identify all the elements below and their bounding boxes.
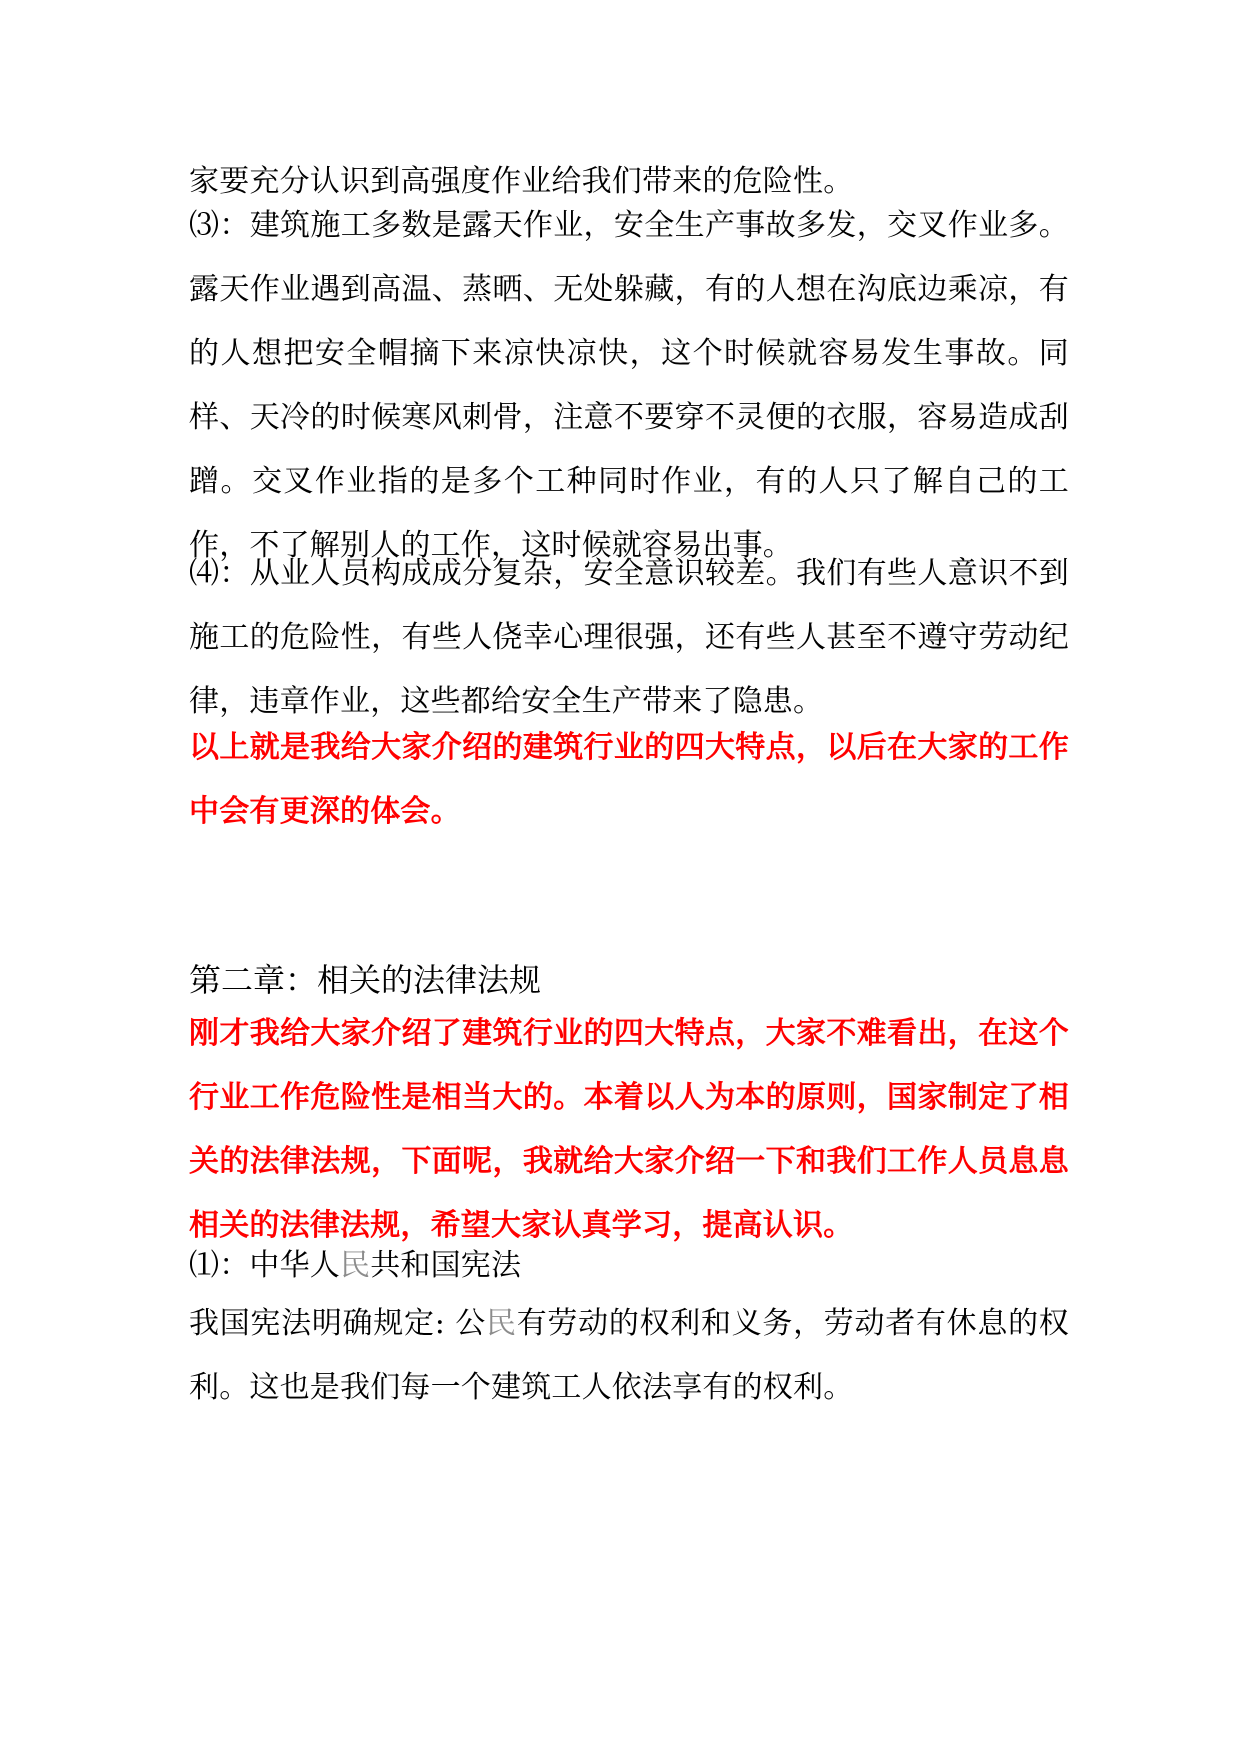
constitution-suffix: 有劳动的权利和义务，劳动者有休息的权利。这也是我们每一个建筑工人依法享有的权利。 bbox=[189, 1306, 1069, 1405]
chapter-title: 第二章：相关的法律法规 bbox=[189, 961, 542, 999]
paragraph-intro-end: 家要充分认识到高强度作业给我们带来的危险性。 bbox=[189, 164, 854, 199]
chapter-intro-highlight: 刚才我给大家介绍了建筑行业的四大特点，大家不难看出，在这个行业工作危险性是相当大的。本着以人为本的原则，国家制定了相关的法律法规，下面呢，我就给大家介绍一下和我们工作人员息息相关的法律法规，希望大家认真学习，提高认识。 bbox=[189, 1016, 1069, 1243]
law-item-1 bbox=[189, 1234, 1069, 1298]
law-item-1-suffix: 共和国宪法 bbox=[370, 1248, 522, 1283]
constitution-dim-char: 民 bbox=[485, 1306, 517, 1341]
paragraph-point-4: ⑷：从业人员构成成分复杂，安全意识较差。我们有些人意识不到施工的危险性，有些人侥幸心理很强，还有些人甚至不遵守劳动纪律，违章作业，这些都给安全生产带来了隐患。 bbox=[189, 556, 1069, 719]
constitution-paragraph bbox=[189, 1292, 1069, 1420]
summary-highlight: 以上就是我给大家介绍的建筑行业的四大特点，以后在大家的工作中会有更深的体会。 bbox=[189, 730, 1069, 829]
law-item-1-prefix: ⑴：中华人 bbox=[189, 1248, 340, 1283]
constitution-prefix: 我国宪法明确规定: 公 bbox=[189, 1306, 486, 1341]
law-item-1-dim-char: 民 bbox=[340, 1248, 371, 1283]
paragraph-point-3: ⑶：建筑施工多数是露天作业，安全生产事故多发，交叉作业多。露天作业遇到高温、蒸晒、无处躲藏，有的人想在沟底边乘凉，有的人想把安全帽摘下来凉快凉快，这个时候就容易发生事故。同样、天冷的时候寒风刺骨，注意不要穿不灵便的衣服，容易造成刮蹭。交叉作业指的是多个工种同时作业，有的人只了解自己的工作，不了解别人的工作，这时候就容易出事。 bbox=[189, 208, 1069, 563]
